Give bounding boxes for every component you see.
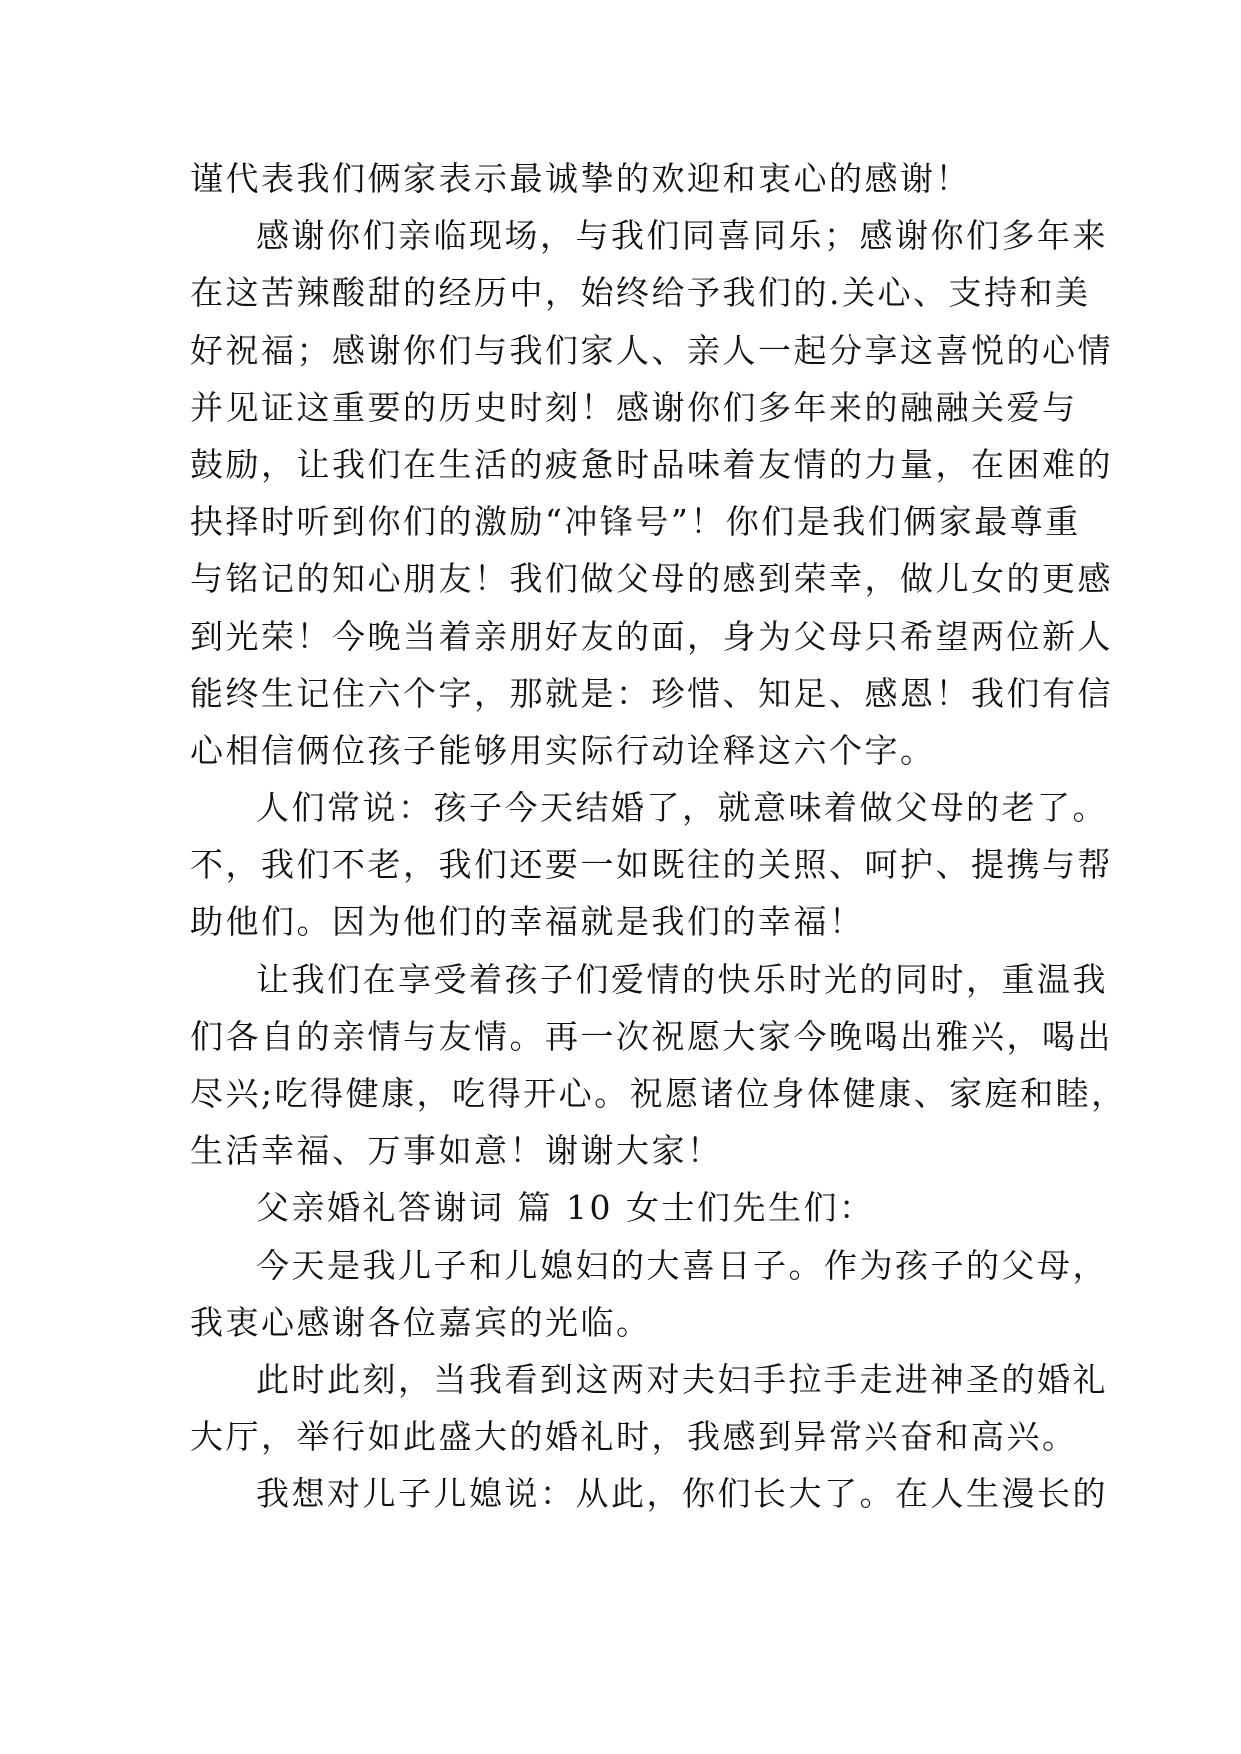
text-line: 我想对儿子儿媳说：从此，你们长大了。在人生漫长的	[256, 1474, 1108, 1514]
text-line: 心相信俩位孩子能够用实际行动诠释这六个字。	[190, 730, 936, 770]
text-line: 父亲婚礼答谢词 篇 10 女士们先生们：	[256, 1188, 875, 1228]
text-line: 谨代表我们俩家表示最诚挚的欢迎和衷心的感谢！	[190, 159, 971, 198]
text-line: 们各自的亲情与友情。再一次祝愿大家今晚喝出雅兴，喝出	[190, 1016, 1113, 1056]
text-line: 感谢你们亲临现场，与我们同喜同乐；感谢你们多年来	[256, 216, 1108, 256]
text-line: 与铭记的知心朋友！我们做父母的感到荣幸，做儿女的更感	[190, 559, 1113, 599]
text-line: 人们常说：孩子今天结婚了，就意味着做父母的老了。	[256, 788, 1108, 828]
text-line: 能终生记住六个字，那就是：珍惜、知足、感恩！我们有信	[190, 673, 1113, 713]
text-line: 并见证这重要的历史时刻！感谢你们多年来的融融关爱与	[190, 387, 1078, 427]
text-line: 抉择时听到你们的激励“冲锋号”！你们是我们俩家最尊重	[190, 502, 1081, 542]
text-line: 生活幸福、万事如意！谢谢大家！	[190, 1131, 723, 1171]
text-line: 今天是我儿子和儿媳妇的大喜日子。作为孩子的父母，	[256, 1245, 1108, 1285]
text-line: 此时此刻，当我看到这两对夫妇手拉手走进神圣的婚礼	[256, 1359, 1108, 1399]
text-line: 不，我们不老，我们还要一如既往的关照、呵护、提携与帮	[190, 845, 1113, 885]
text-line: 在这苦辣酸甜的经历中，始终给予我们的.关心、支持和美	[190, 273, 1091, 313]
text-line: 好祝福；感谢你们与我们家人、亲人一起分享这喜悦的心情	[190, 330, 1113, 370]
text-line: 助他们。因为他们的幸福就是我们的幸福！	[190, 902, 865, 942]
text-line: 我衷心感谢各位嘉宾的光临。	[190, 1302, 652, 1342]
text-line: 尽兴;吃得健康，吃得开心。祝愿诸位身体健康、家庭和睦，	[190, 1074, 1127, 1113]
text-line: 让我们在享受着孩子们爱情的快乐时光的同时，重温我	[256, 959, 1108, 999]
text-line: 到光荣！今晚当着亲朋好友的面，身为父母只希望两位新人	[190, 616, 1113, 656]
text-line: 大厅，举行如此盛大的婚礼时，我感到异常兴奋和高兴。	[190, 1417, 1078, 1457]
text-line: 鼓励，让我们在生活的疲惫时品味着友情的力量，在困难的	[190, 444, 1113, 484]
document-body	[190, 150, 1127, 1523]
